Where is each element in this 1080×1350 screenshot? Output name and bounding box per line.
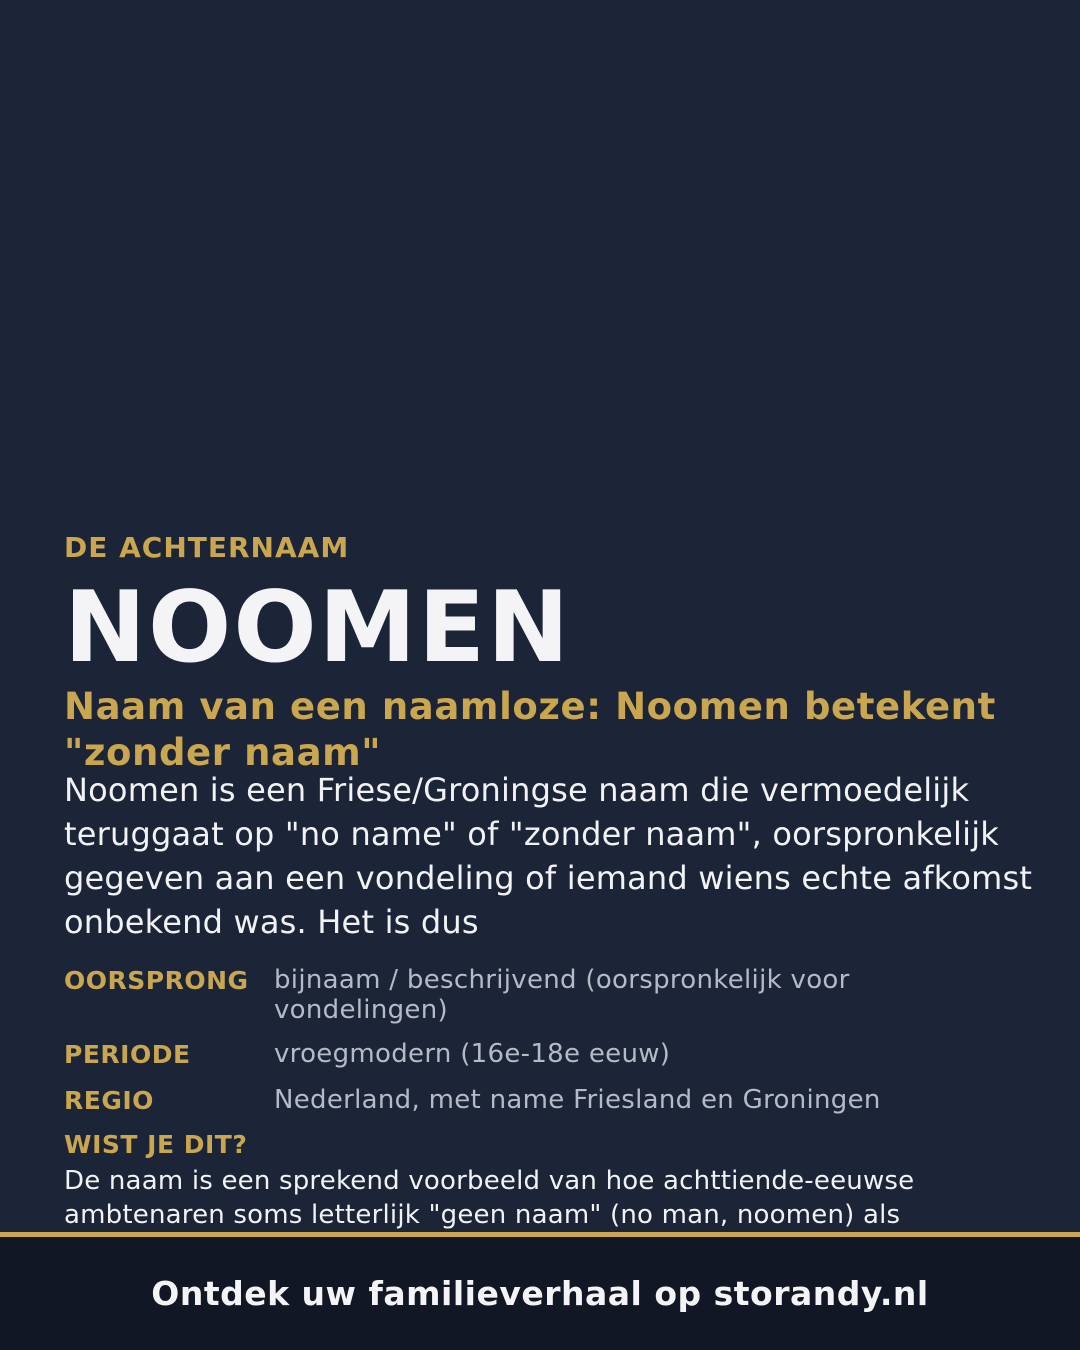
surname-subtitle: Naam van een naamloze: Noomen betekent "zonder naam" — [64, 685, 996, 774]
fact-value: vroegmodern (16e-18e eeuw) — [274, 1039, 671, 1069]
trivia-text: De naam is een sprekend voorbeeld van hoe achttiende-eeuwse ambtenaren soms letterlijk "geen naam" (no man, noomen) als — [64, 1166, 915, 1230]
surname-description: Noomen is een Friese/Groningse naam die vermoedelijk teruggaat op "no name" of "zonder naam", oorspronkelijk gegeven aan een vondeling of iemand wiens echte afkomst onbekend was. Het is dus — [64, 771, 1033, 941]
trivia-label: WIST JE DIT? — [64, 1130, 248, 1159]
footer-banner — [0, 1237, 1080, 1350]
surname-title: NOOMEN — [64, 571, 572, 685]
fact-row-origin — [64, 965, 1024, 1025]
facts-list — [64, 965, 1024, 1131]
fact-value: bijnaam / beschrijvend (oorspronkelijk voor vondelingen) — [274, 965, 850, 1025]
eyebrow-label: DE ACHTERNAAM — [64, 531, 350, 564]
fact-label: REGIO — [64, 1086, 154, 1115]
fact-label: PERIODE — [64, 1040, 191, 1069]
fact-row-region — [64, 1085, 1024, 1117]
footer-cta-link[interactable]: Ontdek uw familieverhaal op storandy.nl — [151, 1274, 929, 1313]
fact-label: OORSPRONG — [64, 966, 249, 995]
fact-value: Nederland, met name Friesland en Groningen — [274, 1085, 881, 1115]
fact-row-period — [64, 1039, 1024, 1071]
